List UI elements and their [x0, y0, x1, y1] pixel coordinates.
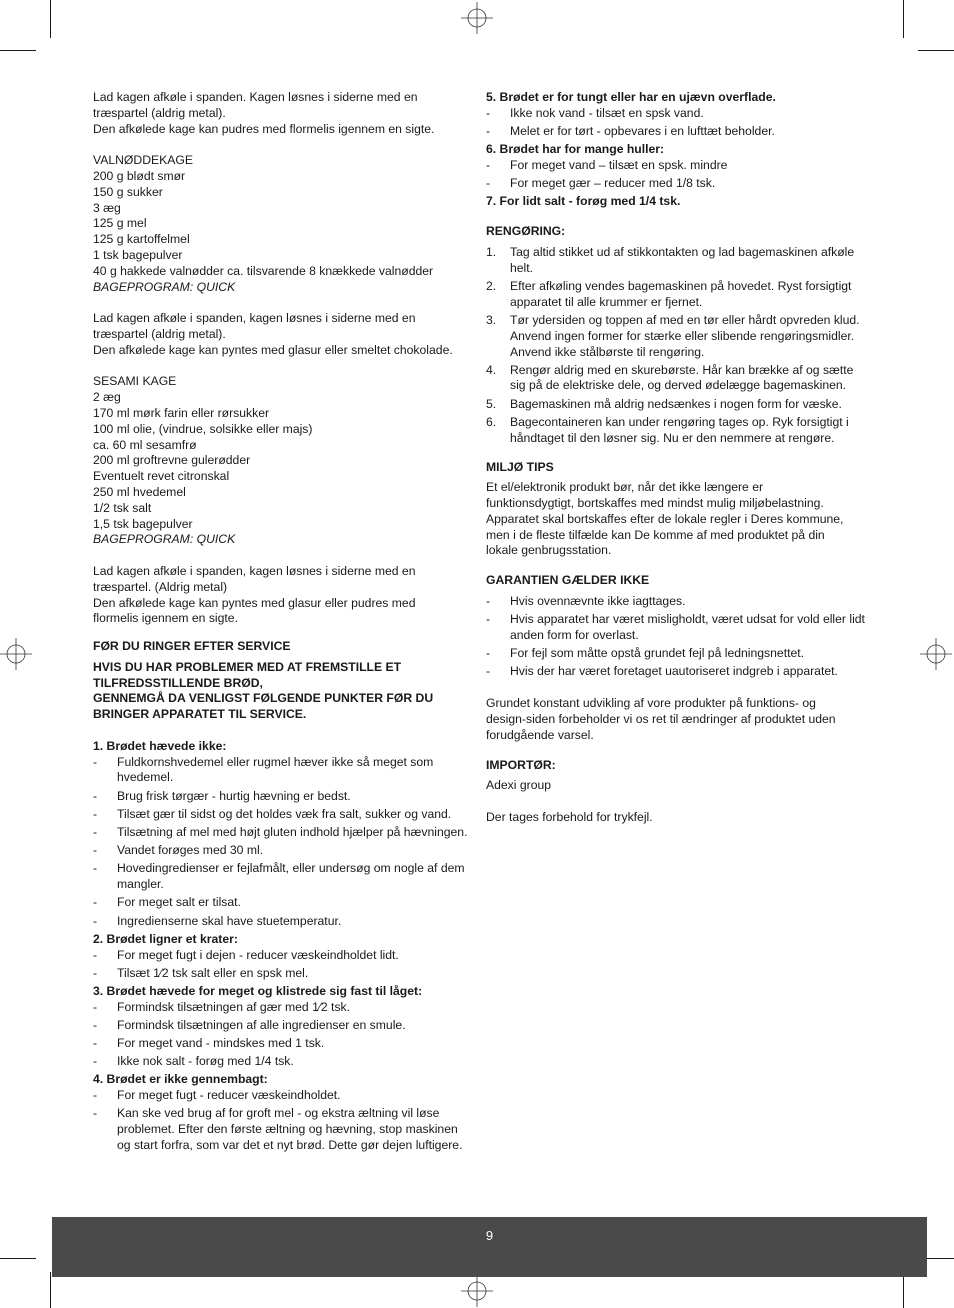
item-text: Melet er for tørt - opbevares i en lufttæt beholder.	[510, 123, 775, 138]
item-number: 4.	[486, 362, 497, 377]
service-intro	[93, 660, 473, 723]
section-heading: MILJØ TIPS	[486, 460, 554, 475]
list-item	[486, 124, 866, 140]
item-text: Hvis ovennævnte ikke iagttages.	[510, 594, 686, 609]
page-footer	[52, 1217, 927, 1277]
section-heading: 3. Brødet hævede for meget og klistrede sig fast til låget:	[93, 983, 423, 998]
trouble-section-7	[486, 194, 866, 210]
ingredient-line: 1,5 tsk bagepulver	[93, 516, 193, 531]
text-line: flormelis igennem en sigte.	[93, 611, 238, 626]
item-text: For meget fugt - reducer væskeindholdet.	[117, 1088, 341, 1103]
cleaning-section	[486, 224, 866, 446]
crop-mark	[918, 50, 954, 51]
trouble-section-4	[93, 1072, 473, 1153]
list-item	[486, 646, 866, 662]
page-number: 9	[485, 1228, 494, 1243]
importer-name: Adexi group	[486, 778, 552, 793]
text-line: Et el/elektronik produkt bør, når det ikke længere er	[486, 480, 764, 495]
item-text: Tag altid stikket ud af stikkontakten og lad bagemaskinen afkøle helt.	[510, 244, 855, 275]
list-item	[93, 948, 473, 964]
item-text: Rengør aldrig med en skurebørste. Hår kan brække af og sætte sig på de elektriske dele, og derved ødelægge bagemaskinen.	[510, 362, 854, 393]
list-item	[93, 807, 473, 823]
list-item	[93, 861, 473, 893]
dash-marker: -	[93, 806, 98, 821]
dash-marker: -	[93, 1088, 98, 1103]
trouble-section-1	[93, 739, 473, 930]
list-item	[486, 363, 866, 395]
item-text: Efter afkøling vendes bagemaskinen på hovedet. Ryst forsigtigt apparatet til alle krummer er fjernet.	[510, 278, 852, 309]
list-item	[93, 1018, 473, 1034]
item-text: Brug frisk tørgær - hurtig hævning er bedst.	[117, 788, 351, 803]
dash-marker: -	[486, 664, 491, 679]
list-item	[486, 397, 866, 413]
list-item	[486, 313, 866, 360]
list-item	[93, 755, 473, 787]
text-line: design-siden forbeholder vi os ret til ændringer af produktet uden	[486, 711, 836, 726]
ingredient-line: 40 g hakkede valnødder ca. tilsvarende 8 knækkede valnødder	[93, 263, 434, 278]
item-text: Ikke nok vand - tilsæt en spsk vand.	[510, 105, 704, 120]
dash-marker: -	[93, 1106, 98, 1121]
text-line: funktionsdygtigt, bortskaffes med mindst mulig miljøbelastning.	[486, 496, 824, 511]
text-line: Lad kagen afkøle i spanden, kagen løsnes i siderne med en	[93, 311, 416, 326]
dash-marker: -	[93, 947, 98, 962]
list-item	[486, 664, 866, 680]
ingredient-line: 150 g sukker	[93, 184, 163, 199]
section-heading: GARANTIEN GÆLDER IKKE	[486, 573, 650, 588]
bake-program: BAGEPROGRAM: QUICK	[93, 532, 236, 547]
trouble-section-2	[93, 932, 473, 982]
crop-mark	[0, 50, 36, 51]
list-item	[93, 789, 473, 805]
list-item	[93, 1088, 473, 1104]
list-item	[93, 1106, 473, 1153]
recipe-title: SESAMI KAGE	[93, 374, 177, 389]
dash-marker: -	[486, 646, 491, 661]
item-text: Fuldkornshvedemel eller rugmel hæver ikke så meget som hvedemel.	[117, 754, 434, 785]
dash-marker: -	[486, 594, 491, 609]
disclaimer: Der tages forbehold for trykfejl.	[486, 810, 653, 825]
crop-mark	[903, 0, 904, 38]
recipe-title: VALNØDDEKAGE	[93, 153, 194, 168]
list-item	[93, 966, 473, 982]
crop-mark	[0, 1258, 36, 1259]
text-line: Lad kagen afkøle i spanden, kagen løsnes i siderne med en	[93, 563, 416, 578]
service-intro-line: BRINGER APPARATET TIL SERVICE.	[93, 707, 307, 722]
section-heading: 2. Brødet ligner et krater:	[93, 931, 238, 946]
text-line: træspartel (aldrig metal).	[93, 105, 226, 120]
ingredient-line: Eventuelt revet citronskal	[93, 469, 230, 484]
item-text: For meget vand - mindskes med 1 tsk.	[117, 1036, 325, 1051]
warranty-section	[486, 573, 866, 680]
text-line: men i de fleste tilfælde kan De komme af med produktet på din	[486, 527, 825, 542]
dash-marker: -	[486, 105, 491, 120]
dash-marker: -	[486, 157, 491, 172]
list-item	[486, 158, 866, 174]
list-item	[486, 279, 866, 311]
item-text: For meget fugt i dejen - reducer væskeindholdet lidt.	[117, 947, 399, 962]
walnut-recipe	[93, 153, 473, 295]
text-line: Grundet konstant udvikling af vore produkter på funktions- og	[486, 696, 816, 711]
importer-section	[486, 758, 866, 826]
dash-marker: -	[93, 1017, 98, 1032]
section-heading: 7. For lidt salt - forøg med 1/4 tsk.	[486, 194, 681, 209]
dash-marker: -	[93, 843, 98, 858]
sesame-instructions	[93, 564, 473, 627]
item-number: 1.	[486, 244, 497, 259]
trouble-section-6	[486, 142, 866, 192]
ingredient-line: 2 æg	[93, 390, 121, 405]
list-item	[486, 415, 866, 447]
service-intro-line: TILFREDSSTILLENDE BRØD,	[93, 675, 263, 690]
item-text: For meget salt er tilsat.	[117, 895, 241, 910]
text-line: Lad kagen afkøle i spanden. Kagen løsnes i siderne med en	[93, 90, 418, 104]
text-line: Den afkølede kage kan pudres med flormelis igennem en sigte.	[93, 121, 435, 136]
section-heading: 5. Brødet er for tungt eller har en ujævn overflade.	[486, 90, 776, 104]
intro-block	[93, 90, 473, 137]
registration-mark-icon	[461, 1275, 493, 1307]
dash-marker: -	[93, 895, 98, 910]
dash-marker: -	[93, 965, 98, 980]
crop-mark	[50, 0, 51, 38]
item-text: Hvis apparatet har været misligholdt, været udsat for vold eller lidt anden form for overlast.	[510, 612, 865, 643]
item-number: 2.	[486, 278, 497, 293]
development-note	[486, 696, 866, 743]
ingredient-line: ca. 60 ml sesamfrø	[93, 437, 197, 452]
dash-marker: -	[93, 913, 98, 928]
dash-marker: -	[486, 123, 491, 138]
dash-marker: -	[93, 999, 98, 1014]
list-item	[93, 895, 473, 911]
sesame-recipe	[93, 374, 473, 548]
item-text: Tilsæt 1⁄2 tsk salt eller en spsk mel.	[117, 965, 309, 980]
section-heading: IMPORTØR:	[486, 757, 556, 772]
dash-marker: -	[93, 861, 98, 876]
item-text: Tør ydersiden og toppen af med en tør eller hårdt opvreden klud. Anvend ingen former for stærke eller slibende rengøringsmidler. Anvend ikke stålbørste til rengøring.	[510, 312, 860, 359]
list-item	[93, 1054, 473, 1070]
list-item	[486, 612, 866, 644]
trouble-section-5	[486, 90, 866, 140]
crop-mark	[50, 1272, 51, 1308]
bake-program: BAGEPROGRAM: QUICK	[93, 279, 236, 294]
item-text: Formindsk tilsætningen af gær med 1⁄2 tsk.	[117, 999, 351, 1014]
ingredient-line: 100 ml olie, (vindrue, solsikke eller majs)	[93, 421, 313, 436]
list-item	[93, 825, 473, 841]
list-item	[486, 594, 866, 610]
dash-marker: -	[93, 1036, 98, 1051]
crop-mark	[903, 1272, 904, 1308]
text-line: Den afkølede kage kan pyntes med glasur eller smeltet chokolade.	[93, 342, 453, 357]
item-text: For meget vand – tilsæt en spsk. mindre	[510, 157, 728, 172]
item-text: Vandet forøges med 30 ml.	[117, 843, 264, 858]
ingredient-line: 200 ml groftrevne gulerødder	[93, 453, 251, 468]
left-column	[93, 90, 473, 1156]
section-heading: 4. Brødet er ikke gennembagt:	[93, 1072, 268, 1087]
ingredient-line: 3 æg	[93, 200, 121, 215]
right-column	[486, 90, 866, 826]
service-intro-line: HVIS DU HAR PROBLEMER MED AT FREMSTILLE ET	[93, 659, 402, 674]
list-item	[93, 914, 473, 930]
section-heading: 6. Brødet har for mange huller:	[486, 142, 665, 157]
section-heading: RENGØRING:	[486, 224, 566, 239]
ingredient-line: 1/2 tsk salt	[93, 500, 152, 515]
ingredient-line: 250 ml hvedemel	[93, 484, 186, 499]
item-number: 6.	[486, 414, 497, 429]
item-text: Ingredienserne skal have stuetemperatur.	[117, 913, 342, 928]
item-text: Ikke nok salt - forøg med 1/4 tsk.	[117, 1054, 294, 1069]
ingredient-line: 200 g blødt smør	[93, 168, 186, 183]
dash-marker: -	[93, 788, 98, 803]
section-heading: 1. Brødet hævede ikke:	[93, 738, 227, 753]
dash-marker: -	[93, 754, 98, 769]
list-item	[93, 1036, 473, 1052]
item-text: Kan ske ved brug af for groft mel - og ekstra æltning vil løse problemet. Efter den første æltning og hævning, stop maskinen og start forfra, som var det et nyt brød. Dette gør dejen luftigere.	[117, 1106, 463, 1153]
service-title: FØR DU RINGER EFTER SERVICE	[93, 639, 291, 654]
item-number: 5.	[486, 396, 497, 411]
item-text: Tilsætning af mel med højt gluten indhold hjælper på hævningen.	[117, 825, 468, 840]
registration-mark-icon	[0, 638, 32, 670]
text-line: træspartel. (Aldrig metal)	[93, 579, 228, 594]
walnut-instructions	[93, 311, 473, 358]
list-item	[486, 245, 866, 277]
text-line: træspartel (aldrig metal).	[93, 326, 226, 341]
item-number: 3.	[486, 312, 497, 327]
ingredient-line: 125 g mel	[93, 216, 147, 231]
list-item	[486, 176, 866, 192]
item-text: Bagemaskinen må aldrig nedsænkes i nogen form for væske.	[510, 396, 842, 411]
list-item	[486, 106, 866, 122]
registration-mark-icon	[461, 2, 493, 34]
trouble-section-3	[93, 984, 473, 1070]
dash-marker: -	[93, 825, 98, 840]
item-text: For meget gær – reducer med 1/8 tsk.	[510, 176, 716, 191]
item-text: Tilsæt gær til sidst og det holdes væk fra salt, sukker og vand.	[117, 806, 452, 821]
ingredient-line: 125 g kartoffelmel	[93, 232, 190, 247]
ingredient-line: 170 ml mørk farin eller rørsukker	[93, 405, 270, 420]
text-line: Apparatet skal bortskaffes efter de lokale regler i Deres kommune,	[486, 511, 844, 526]
ingredient-line: 1 tsk bagepulver	[93, 247, 183, 262]
text-line: Den afkølede kage kan pyntes med glasur eller pudres med	[93, 595, 416, 610]
item-text: Formindsk tilsætningen af alle ingredienser en smule.	[117, 1017, 406, 1032]
registration-mark-icon	[920, 638, 952, 670]
item-text: For fejl som måtte opstå grundet fejl på ledningsnettet.	[510, 646, 805, 661]
item-text: Hvis der har været foretaget uautoriseret indgreb i apparatet.	[510, 664, 838, 679]
dash-marker: -	[486, 176, 491, 191]
dash-marker: -	[486, 612, 491, 627]
text-line: forudgående varsel.	[486, 727, 594, 742]
list-item	[93, 843, 473, 859]
dash-marker: -	[93, 1054, 98, 1069]
item-text: Bagecontaineren kan under rengøring tages op. Ryk forsigtigt i håndtaget til den løsner sig. Nu er den nemmere at rengøre.	[510, 414, 849, 445]
list-item	[93, 1000, 473, 1016]
item-text: Hovedingredienser er fejlafmålt, eller undersøg om nogle af dem mangler.	[117, 861, 465, 892]
text-line: lokale genbrugsstation.	[486, 543, 612, 558]
environment-section	[486, 460, 866, 559]
service-intro-line: GENNEMGÅ DA VENLIGST FØLGENDE PUNKTER FØR DU	[93, 691, 434, 706]
